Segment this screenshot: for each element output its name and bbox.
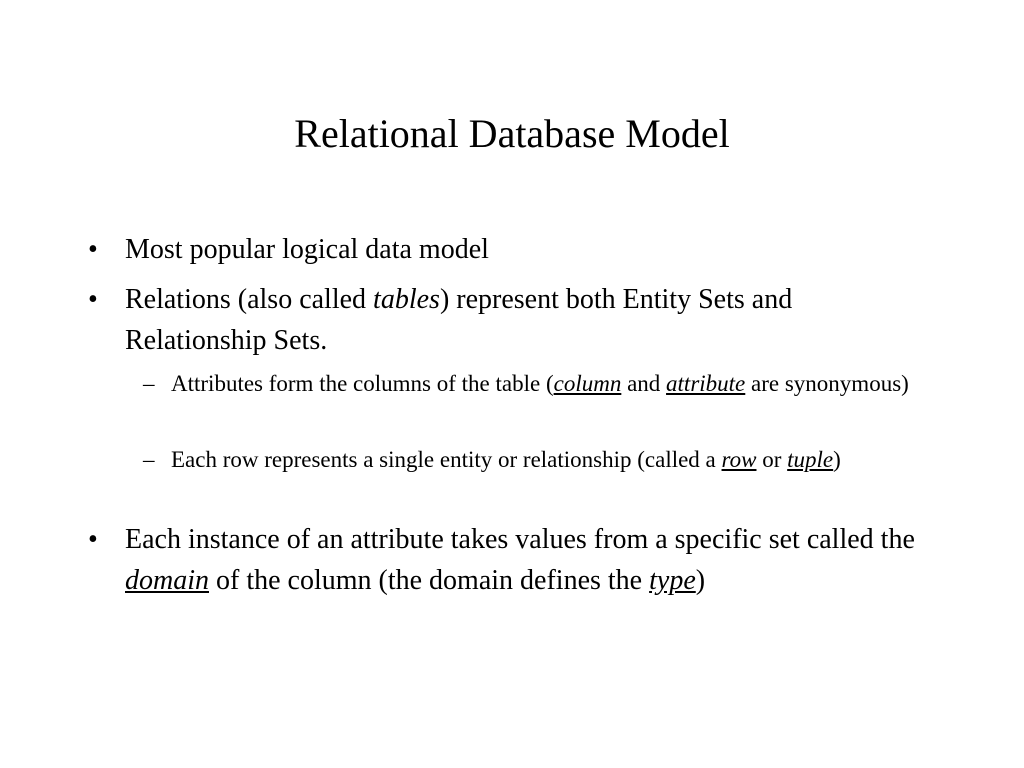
- term-domain: domain: [125, 565, 209, 596]
- bullet-marker: •: [88, 284, 98, 315]
- bullet-text: Each instance of an attribute takes values from a specific set called the domain of the column (the domain defines the type): [125, 524, 915, 596]
- term-type: type: [649, 565, 696, 596]
- sub-bullet-text: Attributes form the columns of the table (column and attribute are synonymous): [171, 371, 909, 396]
- bullet-text: Relations (also called tables) represent both Entity Sets and Relationship Sets.: [125, 284, 793, 356]
- sub-bullet-text: Each row represents a single entity or relationship (called a row or tuple): [171, 447, 841, 472]
- bullet-marker: •: [88, 524, 98, 555]
- bullet-text: Most popular logical data model: [125, 234, 489, 265]
- term-tuple: tuple: [787, 447, 834, 472]
- term-attribute: attribute: [666, 371, 746, 396]
- term-column: column: [553, 371, 622, 396]
- emphasis-tables: tables: [373, 284, 440, 315]
- slide-title: Relational Database Model: [294, 111, 730, 156]
- sub-bullet-marker: –: [143, 371, 155, 396]
- bullet-marker: •: [88, 234, 98, 265]
- sub-bullet-marker: –: [143, 447, 155, 472]
- term-row: row: [721, 447, 757, 472]
